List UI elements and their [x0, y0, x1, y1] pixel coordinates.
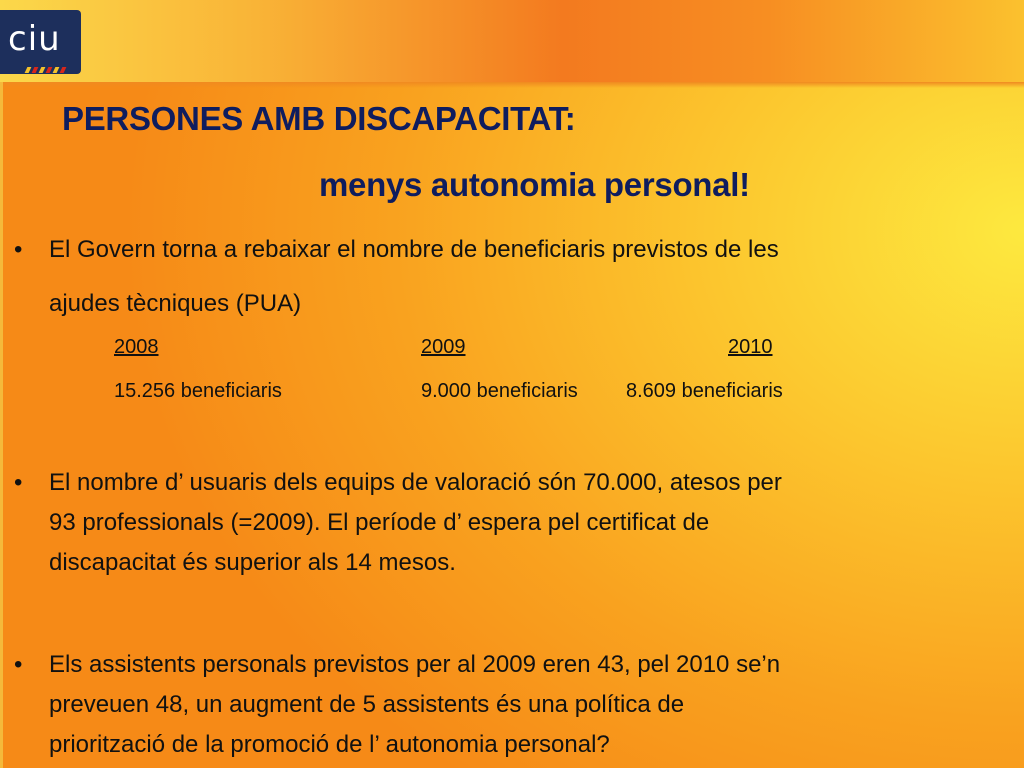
- bullet-text: [49, 645, 780, 765]
- value-cell: 8.609 beneficiaris: [626, 380, 783, 402]
- bullet-marker: •: [14, 236, 23, 263]
- header-shadow: [0, 82, 1024, 88]
- bullet-text: [49, 463, 782, 583]
- bullet-line: discapacitat és superior als 14 mesos.: [49, 549, 456, 576]
- bullet-line: priorització de la promoció de l’ autonomia personal?: [49, 731, 610, 758]
- bullet-line: El nombre d’ usuaris dels equips de valoració són 70.000, atesos per: [49, 469, 782, 496]
- bullet-line: 93 professionals (=2009). El període d’ espera pel certificat de: [49, 509, 710, 536]
- bullet-text: [49, 223, 779, 331]
- bullet-line: preveuen 48, un augment de 5 assistents és una política de: [49, 691, 685, 718]
- bullet-line: El Govern torna a rebaixar el nombre de beneficiaris previstos de les: [49, 236, 779, 263]
- logo-stripes-icon: [26, 67, 65, 73]
- value-cell: 9.000 beneficiaris: [421, 380, 578, 402]
- year-cell: 2010: [728, 336, 773, 358]
- value-cell: 15.256 beneficiaris: [114, 380, 282, 402]
- slide-title: PERSONES AMB DISCAPACITAT:: [62, 100, 576, 137]
- bullet-marker: •: [14, 651, 23, 678]
- ciu-logo: [0, 10, 81, 74]
- logo-text: ciu: [8, 19, 61, 59]
- slide-subtitle: menys autonomia personal!: [319, 166, 750, 203]
- bullet-line: Els assistents personals previstos per al 2009 eren 43, pel 2010 se’n: [49, 651, 781, 678]
- bullet-marker: •: [14, 469, 23, 496]
- left-border: [0, 82, 3, 768]
- year-cell: 2008: [114, 336, 159, 358]
- bullet-line: ajudes tècniques (PUA): [49, 290, 302, 317]
- year-cell: 2009: [421, 336, 466, 358]
- header-bar: [0, 0, 1024, 82]
